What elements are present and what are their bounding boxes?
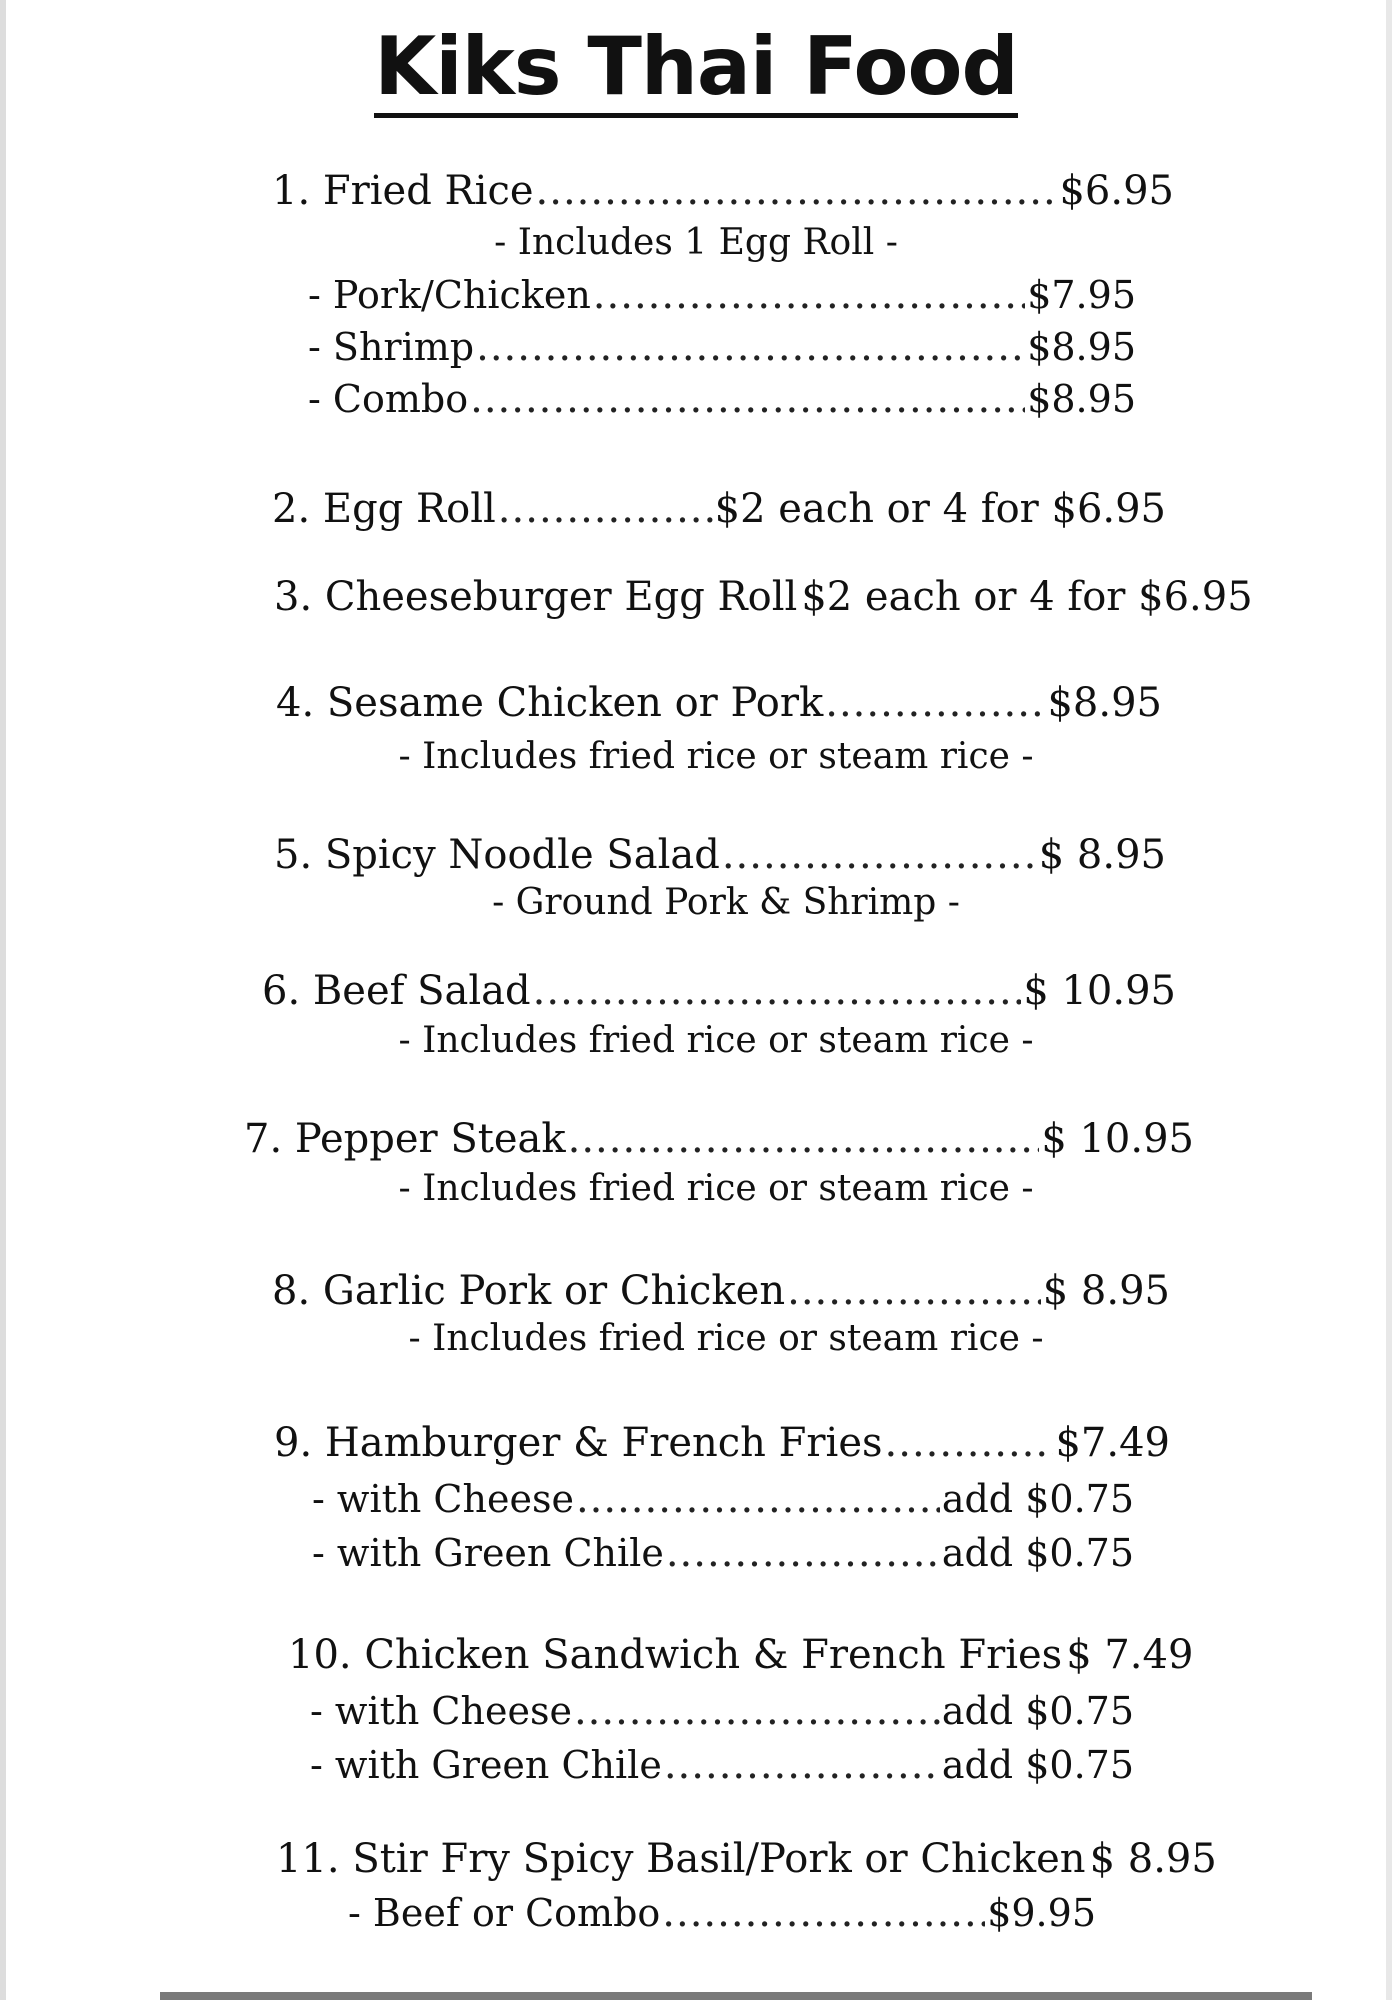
menu-item-hamburger	[274, 1420, 1170, 1472]
dot-leader	[574, 1688, 940, 1734]
dot-leader	[533, 968, 1022, 1014]
item-price: $ 8.95	[1042, 1268, 1170, 1314]
dot-leader	[664, 1742, 940, 1788]
menu-item-fried-rice	[272, 168, 1174, 220]
item-name: - Shrimp	[308, 325, 475, 369]
item-note: - Includes fried rice or steam rice -	[398, 1020, 1034, 1061]
menu-title: Kiks Thai Food	[0, 20, 1392, 118]
dot-leader	[593, 272, 1025, 318]
item-name: 6. Beef Salad	[262, 968, 531, 1014]
item-note: - Includes fried rice or steam rice -	[398, 736, 1034, 777]
item-name: 7. Pepper Steak	[244, 1116, 566, 1162]
item-price: $9.95	[987, 1891, 1096, 1935]
menu-item-sesame-chicken	[276, 680, 1162, 732]
menu-item-cheeseburger-egg-roll	[274, 574, 1253, 626]
item-name: 8. Garlic Pork or Chicken	[272, 1268, 786, 1314]
item-name: 10. Chicken Sandwich & French Fries	[288, 1632, 1063, 1678]
item-name: - Pork/Chicken	[308, 273, 591, 317]
item-note: - Includes fried rice or steam rice -	[398, 1168, 1034, 1209]
item-name: - with Cheese	[312, 1477, 574, 1521]
menu-subitem-combo	[308, 376, 1136, 428]
dot-leader	[722, 832, 1037, 878]
item-name: - with Cheese	[310, 1689, 572, 1733]
menu-subitem-pork-chicken	[308, 272, 1136, 324]
item-price: $ 7.49	[1066, 1632, 1194, 1678]
dot-leader	[662, 1890, 985, 1936]
item-name: 4. Sesame Chicken or Pork	[276, 680, 824, 726]
item-price: $8.95	[1027, 377, 1136, 421]
menu-item-beef-salad	[262, 968, 1176, 1020]
item-price: $8.95	[1047, 680, 1162, 726]
item-price: $ 8.95	[1089, 1836, 1217, 1882]
item-price: $7.49	[1055, 1420, 1170, 1466]
page-bottom-edge	[160, 1992, 1312, 2000]
dot-leader	[470, 376, 1025, 422]
item-name: - Combo	[308, 377, 469, 421]
dot-leader	[885, 1420, 1054, 1466]
menu-subitem-with-green-chile	[312, 1530, 1134, 1582]
item-price: $ 8.95	[1038, 832, 1166, 878]
menu-item-garlic-pork	[272, 1268, 1170, 1320]
item-price: $8.95	[1027, 325, 1136, 369]
item-name: 3. Cheeseburger Egg Roll	[274, 574, 798, 620]
menu-item-stir-fry-basil	[276, 1836, 1217, 1888]
item-note: - Includes fried rice or steam rice -	[408, 1318, 1044, 1359]
item-price: $7.95	[1027, 273, 1136, 317]
item-name: 1. Fried Rice	[272, 168, 534, 214]
item-price: $6.95	[1059, 168, 1174, 214]
menu-item-chicken-sandwich	[288, 1632, 1194, 1684]
dot-leader	[576, 1476, 940, 1522]
dot-leader	[498, 486, 713, 532]
item-price: add $0.75	[941, 1743, 1134, 1787]
item-price: add $0.75	[941, 1477, 1134, 1521]
dot-leader	[825, 680, 1045, 726]
item-name: - with Green Chile	[310, 1743, 662, 1787]
item-name: 9. Hamburger & French Fries	[274, 1420, 883, 1466]
menu-item-spicy-noodle-salad	[274, 832, 1166, 884]
item-price: $ 10.95	[1041, 1116, 1194, 1162]
item-price: $2 each or 4 for $6.95	[801, 574, 1253, 620]
item-note: - Ground Pork & Shrimp -	[492, 882, 960, 923]
item-name: - Beef or Combo	[348, 1891, 661, 1935]
dot-leader	[476, 324, 1025, 370]
dot-leader	[787, 1268, 1041, 1314]
item-note: - Includes 1 Egg Roll -	[494, 222, 898, 263]
dot-leader	[666, 1530, 940, 1576]
menu-subitem-shrimp	[308, 324, 1136, 376]
menu-subitem-beef-or-combo	[348, 1890, 1096, 1942]
menu-subitem-with-cheese	[310, 1688, 1134, 1740]
item-price: add $0.75	[941, 1531, 1134, 1575]
item-price: $2 each or 4 for $6.95	[714, 486, 1166, 532]
item-name: 5. Spicy Noodle Salad	[274, 832, 720, 878]
menu-item-egg-roll	[272, 486, 1166, 538]
dot-leader	[536, 168, 1058, 214]
item-price: $ 10.95	[1023, 968, 1176, 1014]
item-price: add $0.75	[941, 1689, 1134, 1733]
menu-item-pepper-steak	[244, 1116, 1194, 1168]
menu-subitem-with-green-chile	[310, 1742, 1134, 1794]
item-name: - with Green Chile	[312, 1531, 664, 1575]
menu-subitem-with-cheese	[312, 1476, 1134, 1528]
item-name: 11. Stir Fry Spicy Basil/Pork or Chicken	[276, 1836, 1086, 1882]
item-name: 2. Egg Roll	[272, 486, 496, 532]
dot-leader	[568, 1116, 1040, 1162]
